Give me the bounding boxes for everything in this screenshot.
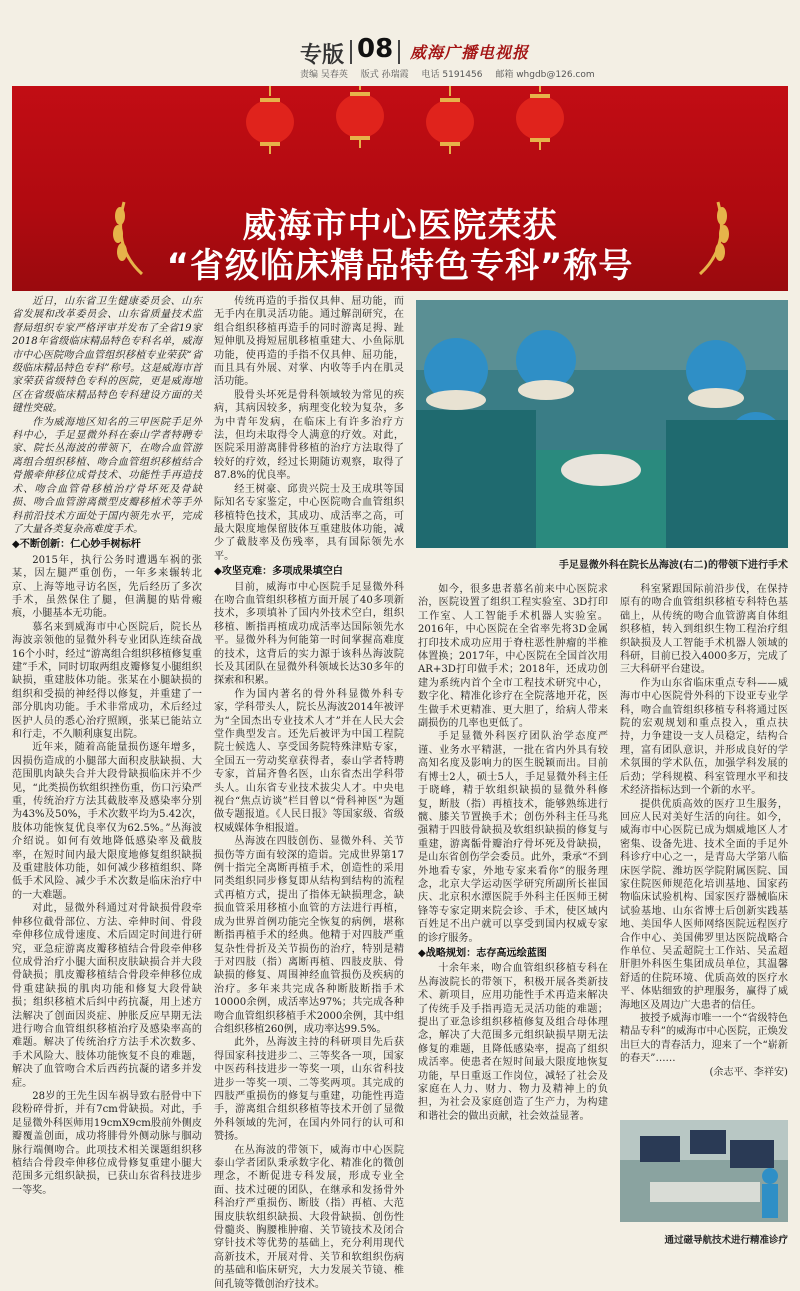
section-heading: ◆战略规划：志存高远绘蓝图 — [418, 947, 547, 959]
headline-line-1: 威海市中心医院荣获 — [242, 206, 558, 246]
paragraph: 28岁的王先生因车祸导致右胫骨中下段粉碎骨折，并有7cm骨缺损。对此，手足显微外科医师用19cmX9cm股前外侧皮瓣覆盖创面，成功将腓骨外侧动脉与腘动脉行端侧吻合。此项技术相关课题组织移植结合骨段牵伸移位成骨修复重建小腿大范围多元组织缺损，已获山东省科技进步一等奖。 — [12, 1090, 202, 1196]
phone-credit: 电话 5191456 — [421, 70, 483, 80]
article-column-3 — [418, 583, 608, 1123]
editor-credit: 责编 吴春英 — [300, 70, 348, 80]
navigation-photo — [620, 1120, 788, 1222]
masthead-info — [300, 67, 605, 80]
paragraph: 披授予威海市唯一一个“省级特色精品专科”的威海市中心医院，正焕发出巨大的青春活力，迎来了一个“崭新的春天”…… — [620, 1013, 788, 1065]
lantern-icon — [422, 86, 478, 154]
paragraph: 作为山东省临床重点专科——威海市中心医院骨外科的下设亚专业学科，吻合血管组织移植专科将通过医院的宏观规划和重点投入，重点扶持，力争建设一支人员稳定，结构合理，富有团队意识，并形成良好的学术氛围的学术队伍，加强学科发展的后劲；学科规模、科室管理水平和技术经济指标达到一个新的水平。 — [620, 677, 788, 797]
lantern-icon — [332, 86, 388, 148]
photo-caption: 通过磁导航技术进行精准诊疗 — [664, 1235, 788, 1246]
headline-line-2: “省级临床精品特色专科”称号 — [166, 246, 634, 286]
paragraph: 传统再造的手指仅具伸、屈功能，而无手内在肌灵活功能。通过解剖研究，在组合组织移植再造手的同时游离足拇、趾短伸肌及拇短屈肌移植重建大、小鱼际肌功能，使再造的手指不仅具伸、屈功能，而且具有外展、对掌、内收等手内在肌灵活功能。 — [214, 296, 404, 388]
byline: (余志平、李祥安) — [709, 1066, 788, 1078]
section-heading: ◆攻坚克难：多项成果填空白 — [214, 566, 343, 578]
paragraph: 近年来，随着高能量损伤逐年增多，因损伤造成的小腿部大面积皮肤缺损、大范围肌肉缺失合并大段骨缺损临床并不少见，“此类损伤软组织挫伤重，伤口污染严重，传统治疗方法其截肢率及感染率分别为43%及50%，手术次数平均为5.42次，肢体功能恢复优良率仅为62.5%。”丛海波介绍说。如何有效地降低感染率及截肢率，在短时间内最大限度地修复组织缺损及重建肢体功能，如何减少移植组织、降低手术风险、减少手术次数是临床治疗中的一大难题。 — [12, 742, 202, 901]
paragraph: 丛海波在四肢创伤、显微外科、关节损伤等方面有较深的造诣。完成世界第17例十指完全离断再植手术，创造性的采用同类组织同步修复即从结构到结构的流程式再植方式，提出了指体无缺损理念，缺损血管采用移植小血管的方法进行再植，成为世界首例功能完全恢复的病例，堪称断指再植手术的经典。他精于对四肢严重复杂性骨折及关节损伤的治疗，特别是精于对四肢（指）离断再植、四肢皮肤、骨缺损的修复、周围神经血管损伤及疾病的治疗。多年来共完成各种断肢断指手术10000余例，成活率达97%；共完成各种吻合血管组织移植手术2000余例，其中组合组织移植260例，成功率达99.5%。 — [214, 836, 404, 1035]
designer-credit: 版式 孙瑞霞 — [360, 70, 409, 80]
paragraph: 手足显微外科医疗团队治学态度严谨、业务水平精湛，一批在省内外具有较高知名度及影响力的医生脱颖而出。目前有博士2人，硕士5人，手足显微外科主任于晓峰，精于软组织缺损的显微外科修复，断肢（指）再植技术，能够熟练进行髋、膝关节置换手术；创伤外科主任马兆强精于四肢骨缺损及软组织缺损的修复与重建，游离骺骨瓣治疗骨坏死及骨缺损，是山东省创伤学会委员。此外，秉承“不到外地看专家，外地专家来看你”的服务理念，北京大学运动医学研究所副所长崔国庆、北京积水潭医院手外科主任医师王树锋等专家定期来院会诊、手术，使区域内百姓足不出户就可以享受到国内权威专家的诊疗服务。 — [418, 731, 608, 944]
paragraph: 此外，丛海波主持的科研项目先后获得国家科技进步二、三等奖各一项，国家中医药科技进步一等奖一项，山东省科技进步一等奖一项、二等奖两项。其完成的四肢严重损伤的修复与重建，功能性再造手，游离组合组织移植等技术开创了显微外科领域的先河，在国内外同行的认可和赞扬。 — [214, 1037, 404, 1143]
paragraph: 十余年来，吻合血管组织移植专科在丛海波院长的带领下，积极开展各类新技术、新项目，应用功能性手术再造来解决了传统手及手指再造无灵活功能的难题；提出了亚急诊组织移植修复及组合母体理念，解决了大范围多元组织缺损早期无法修复的难题，且降低感染率，提高了组织成活率。使患者在短时间最大限度地恢复功能，早日重返工作岗位，减轻了社会及家庭在人力、财力、物力及精神上的负担，为社会及家庭创造了生产力，为构建和谐社会的做出贡献，社会效益显著。 — [418, 963, 608, 1122]
article-column-4 — [620, 583, 788, 1079]
paragraph: 目前，威海市中心医院手足显微外科在吻合血管组织移植方面开展了40多项新技术，多项填补了国内外技术空白，组织移植、断指再植成功成活率达国际领先水平。显微外科为何能第一时间掌握高难度的技术，这背后的实力源于该科丛海波院长及其团队在显微外科领域长达30多年的探索和积累。 — [214, 581, 404, 687]
operating-room-scene — [620, 1120, 788, 1222]
paper-name: 威海广播电视报 — [410, 43, 530, 62]
surgery-scene — [416, 300, 788, 548]
headline-banner — [12, 86, 788, 291]
paragraph: 经王树豪、邱贵兴院士及王成琪等国际知名专家鉴定，中心医院吻合血管组织移植特色技术，其成功、成活率之高，可最大限度地保留肢体互重建肢体功能，减少了截肢率及伤残率，具有国际领先水平。 — [214, 483, 404, 562]
photo-caption: 手足显微外科在院长丛海波(右二)的带领下进行手术 — [558, 560, 788, 571]
paragraph: 作为国内著名的骨外科显微外科专家，学科带头人，院长丛海波2014年被评为“全国杰出专业技术人才”并在人民大会堂作典型发言。还先后被评为中国工程院院士候选人、享受国务院特殊津贴专家，全国五一劳动奖章获得者，泰山学者特聘专家，首届齐鲁名医，山东省杰出学科带头人。山东省专业技术拔尖人才。中央电视台“焦点访谈”栏目曾以“骨科神医”为题做专题报道。《人民日报》等国家级、省级权威媒体争相报道。 — [214, 688, 404, 834]
paragraph: 提供优质高效的医疗卫生服务，回应人民对美好生活的向往。如今，威海市中心医院已成为烟威地区人才密集、设备先进、技术全面的手足外科诊疗中心之一，是青岛大学第八临床医学院、潍坊医学院附属医院、国家住院医师规范化培训基地、国家药物临床试验机构、国家医疗器械临床试验基地、山东省博士后创新实践基地、美国华人医师网络医院远程医疗合作中心、美国佛罗里达医院战略合作单位、吴孟超院士工作站、吴孟超肝胆外科医生集团成员单位，其温馨舒适的住院环境、优质高效的医疗水平、体贴细致的护理服务，赢得了威海地区及周边广大患者的信任。 — [620, 798, 788, 1011]
paragraph: 对此，显微外科通过对骨缺损骨段牵伸移位截骨部位、方法、牵伸时间、骨段牵伸移位成骨速度、术后固定时间进行研究，亚急症游离皮瓣移植结合骨段牵伸移位成骨治疗小腿大面积皮肤缺损合并大段骨缺损；肌皮瓣移植结合骨段牵伸移位成骨重建缺损的肌肉功能和修复大段骨缺损；组织移植术后纠中药抗凝，用上述方法解决了创面因炎症、肿胀反应早期无法进行吻合血管组织移植治疗及感染率高的难题。解决了传统治疗方法手术次数多、手术风险大、肢体功能恢复不良的难题，解决了血管吻合术后西药抗凝的诸多并发症。 — [12, 903, 202, 1089]
email-credit: 邮箱 whgdb@126.com — [495, 70, 595, 80]
article-column-1 — [12, 295, 202, 1197]
surgery-photo — [416, 300, 788, 548]
lead-paragraph: 近日，山东省卫生健康委员会、山东省发展和改革委员会、山东省质量技术监督局组织专家严格评审并发布了全省19家2018年省级临床精品特色专科名单，威海市中心医院吻合血管组织移植专业荣获“省级临床精品特色专科”称号。这是威海市首家荣获省级特色专科的医院，更是威海地区在省级临床精品特色专科建设方面的关键性突破。 — [12, 296, 202, 415]
paragraph: 作为威海地区知名的三甲医院手足外科中心，手足显微外科在泰山学者特聘专家、院长丛海波的带领下，在吻合血管游离组合组织移植、吻合血管组织移植结合骨搬牵伸移位成骨技术、功能性手再造技术、吻合血管骨移植治疗骨坏死及骨缺损、吻合血管游离微型皮瓣移植术等手外科前沿技术方面处于国内领先水平，完成了大量各类复杂高难度手术。 — [12, 416, 202, 535]
article-column-2 — [214, 295, 404, 1291]
page-number: 08 — [357, 34, 394, 64]
paragraph: 慕名来到威海市中心医院后，院长丛海波亲领他的显微外科专业团队连续奋战16个小时，经过“游离组合组织移植修复重建”手术，同时切取两组皮瓣修复小腿组织缺损，重建肢体功能。张某在小腿缺损的组织和受损的神经得以修复，并重建了一部分肌肉功能。手术非常成功，术后经过医护人员的悉心治疗照顾，张某已能站立和行走，不久顺利康复出院。 — [12, 621, 202, 740]
paragraph: 2015年，执行公务时遭遇车祸的张某，因左腿严重创伤，一年多来辗转北京、上海等地寻访名医，先后经历了多次手术，虽然保住了腿，但满腿的贴骨瘢痕，小腿基本无功能。 — [12, 554, 202, 620]
paragraph: 如今，很多患者慕名前来中心医院求治，医院设置了组织工程实验室、3D打印工作室、人工智能手术机器人实验室。2016年，中心医院在全省率先将3D金属打印技术成功应用于脊柱恶性肿瘤的半椎体置换；2017年，中心医院在全国首次用AR+3D打印做手术；2018年，还成功创建为系统内首个全市工程技术研究中心，数字化、精准化诊疗在全院落地开花，医生做手术更精准、更大胆了，给病人带来副损伤的几率也更低了。 — [418, 584, 608, 730]
paragraph: 股骨头坏死是骨科领域较为常见的疾病，其病因较多，病理变化较为复杂，多为中青年发病，在临床上有许多治疗方法，但均未取得令人满意的疗效。对此，医院采用游离腓骨移植的治疗方法取得了较好的疗效，经过长期随访观察，取得了87.8%的优良率。 — [214, 389, 404, 482]
page-label: 专版 — [300, 43, 345, 68]
paragraph: 在丛海波的带领下，威海市中心医院泰山学者团队秉承数字化、精准化的微创理念，不断促进专科发展，形成专业全面、技术过硬的团队，在继承和发扬骨外科治疗严重损伤、断肢（指）再植、大范围皮肤软组织缺损、大段骨缺损、创伤性骨髓炎、胸腰椎肿瘤、关节镜技术及闭合穿针技术等优势的基础上，充分利用现代高新技术，开展对骨、关节和软组织伤病的基础和临床研究，大力发展关节镜、椎间孔镜等微创治疗技术。 — [214, 1144, 404, 1290]
section-heading: ◆不断创新：仁心妙手树标杆 — [12, 539, 141, 551]
divider — [398, 40, 400, 64]
lantern-icon — [242, 86, 298, 154]
paragraph: 科室紧跟国际前沿步伐，在保持原有的吻合血管组织移植专科特色基础上，从传统的吻合血管游离自体组织移植，转入到组织生物工程治疗组织缺损及人工智能手术机器人领域的科研，目前已投入4000多万，完成了三大科研平台建设。 — [620, 584, 788, 676]
divider — [350, 40, 352, 64]
lantern-icon — [512, 86, 568, 150]
masthead — [0, 0, 800, 80]
